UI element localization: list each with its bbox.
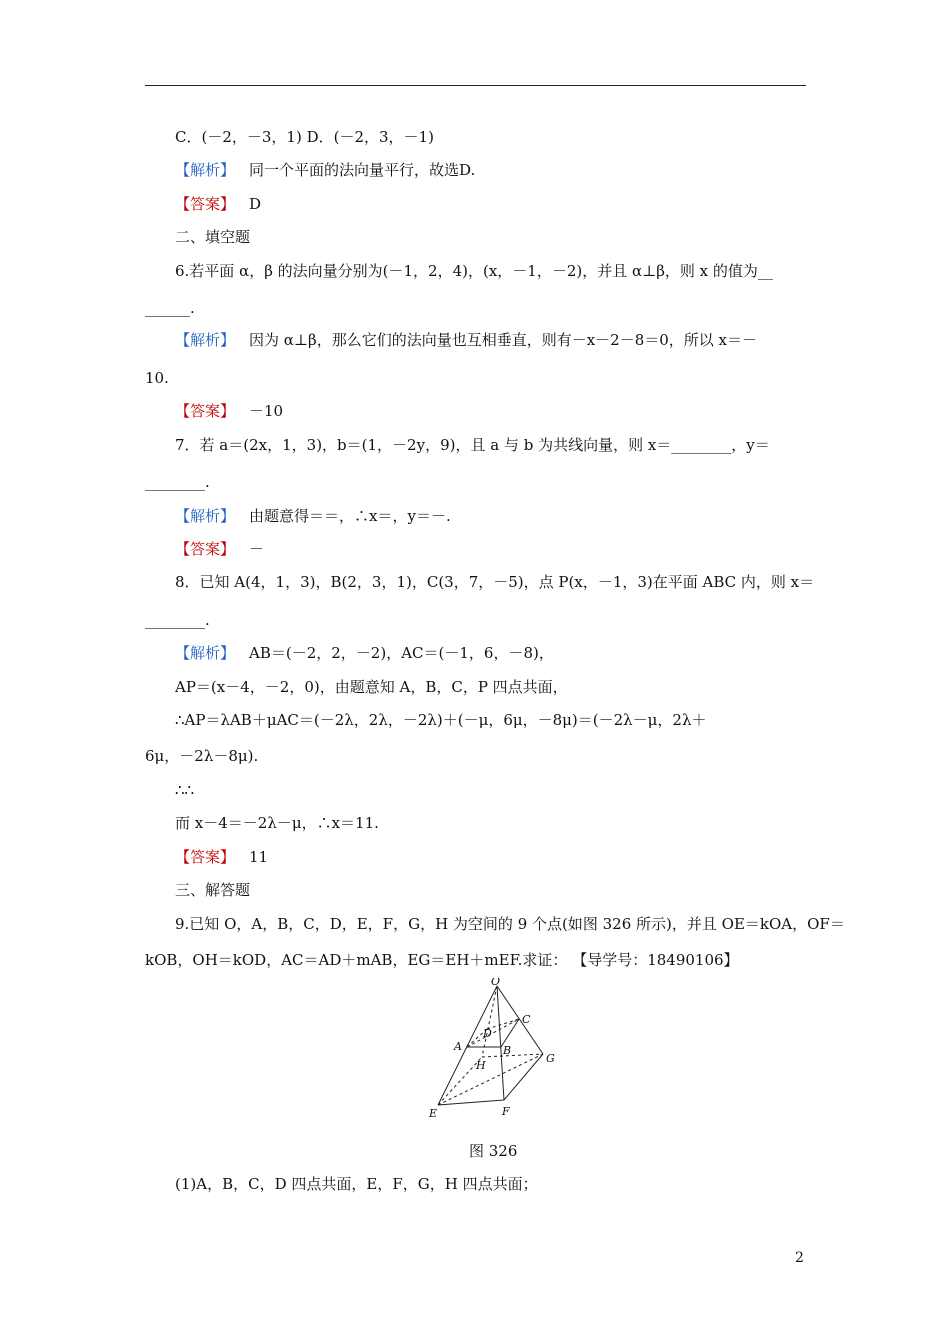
line-6: 【解析】 因为 α⊥β，那么它们的法向量也互相垂直，则有－x－2－8＝0，所以 x＝－	[175, 331, 758, 349]
line-7: 10.	[145, 369, 169, 387]
answer-tag: 【答案】	[175, 195, 236, 213]
analysis-tag: 【解析】	[175, 161, 236, 179]
line-0: C．(－2，－3，1) D．(－2，3，－1)	[175, 128, 434, 146]
line-9: 7．若 a＝(2x，1，3)，b＝(1，－2y，9)，且 a 与 b 为共线向量，则 x＝________，y＝	[175, 436, 770, 454]
line-15: 【解析】 AB＝(－2，2，－2)，AC＝(－1，6，－8)，	[175, 644, 554, 662]
analysis-tag: 【解析】	[175, 331, 236, 349]
line-2: 【答案】 D	[175, 195, 262, 213]
line-5: ______.	[145, 299, 195, 317]
answer-tag: 【答案】	[175, 402, 236, 420]
line-17: ∴AP＝λAB＋μAC＝(－2λ，2λ，－2λ)＋(－μ，6μ，－8μ)＝(－2λ－μ，2λ＋	[175, 711, 707, 729]
line-22: 三、解答题	[175, 881, 251, 899]
edge-OE	[438, 986, 497, 1105]
label-F: F	[502, 1105, 510, 1118]
line-4: 6.若平面 α，β 的法向量分别为(－1，2，4)，(x，－1，－2)，并且 α⊥β，则 x 的值为__	[175, 262, 773, 280]
line-3: 二、填空题	[175, 228, 251, 246]
pyramid-figure	[425, 978, 565, 1123]
edge-EF	[438, 1100, 504, 1105]
line-16: AP＝(x－4，－2，0)，由题意知 A，B，C，P 四点共面，	[175, 678, 568, 696]
edge-EG	[438, 1054, 543, 1105]
analysis-tag: 【解析】	[175, 644, 236, 662]
edge-HG	[482, 1054, 543, 1057]
label-O: O	[491, 978, 501, 988]
line-21: 【答案】 11	[175, 848, 269, 866]
label-A: A	[454, 1040, 462, 1053]
figure-caption: 图 326	[469, 1142, 518, 1160]
label-E: E	[429, 1107, 438, 1120]
line-13: 8．已知 A(4，1，3)，B(2，3，1)，C(3，7，－5)，点 P(x，－1，3)在平面 ABC 内，则 x＝	[175, 573, 815, 591]
answer-tag: 【答案】	[175, 848, 236, 866]
line-23: 9.已知 O，A，B，C，D，E，F，G，H 为空间的 9 个点(如图 326 所示)，并且 OE＝kOA，OF＝	[175, 915, 845, 933]
label-C: C	[522, 1013, 531, 1026]
edge-BC	[501, 1019, 519, 1047]
answer-tag: 【答案】	[175, 540, 236, 558]
page-number: 2	[795, 1250, 804, 1266]
after-figure-line: (1)A，B，C，D 四点共面，E，F，G，H 四点共面；	[175, 1175, 538, 1193]
edge-OH	[482, 986, 497, 1057]
line-1: 【解析】 同一个平面的法向量平行，故选D.	[175, 161, 476, 179]
label-D: D	[483, 1027, 492, 1040]
line-20: 而 x－4＝－2λ－μ，∴x＝11.	[175, 814, 379, 832]
edge-FG	[504, 1054, 543, 1100]
label-H: H	[476, 1059, 486, 1072]
line-10: ________.	[145, 473, 210, 491]
line-8: 【答案】 －10	[175, 402, 284, 420]
edge-OF	[497, 986, 504, 1100]
analysis-tag: 【解析】	[175, 507, 236, 525]
line-24: kOB，OH＝kOD，AC＝AD＋mAB，EG＝EH＋mEF.求证： 【导学号：18490106】	[145, 951, 739, 969]
line-11: 【解析】 由题意得＝＝，∴x＝，y＝－.	[175, 507, 451, 525]
line-18: 6μ，－2λ－8μ).	[145, 747, 259, 765]
header-rule	[145, 85, 806, 86]
label-G: G	[546, 1052, 555, 1065]
label-B: B	[503, 1044, 512, 1057]
line-19: ∴∴	[175, 781, 195, 799]
line-14: ________.	[145, 611, 210, 629]
line-12: 【答案】 －	[175, 540, 265, 558]
edge-AC	[467, 1019, 519, 1047]
